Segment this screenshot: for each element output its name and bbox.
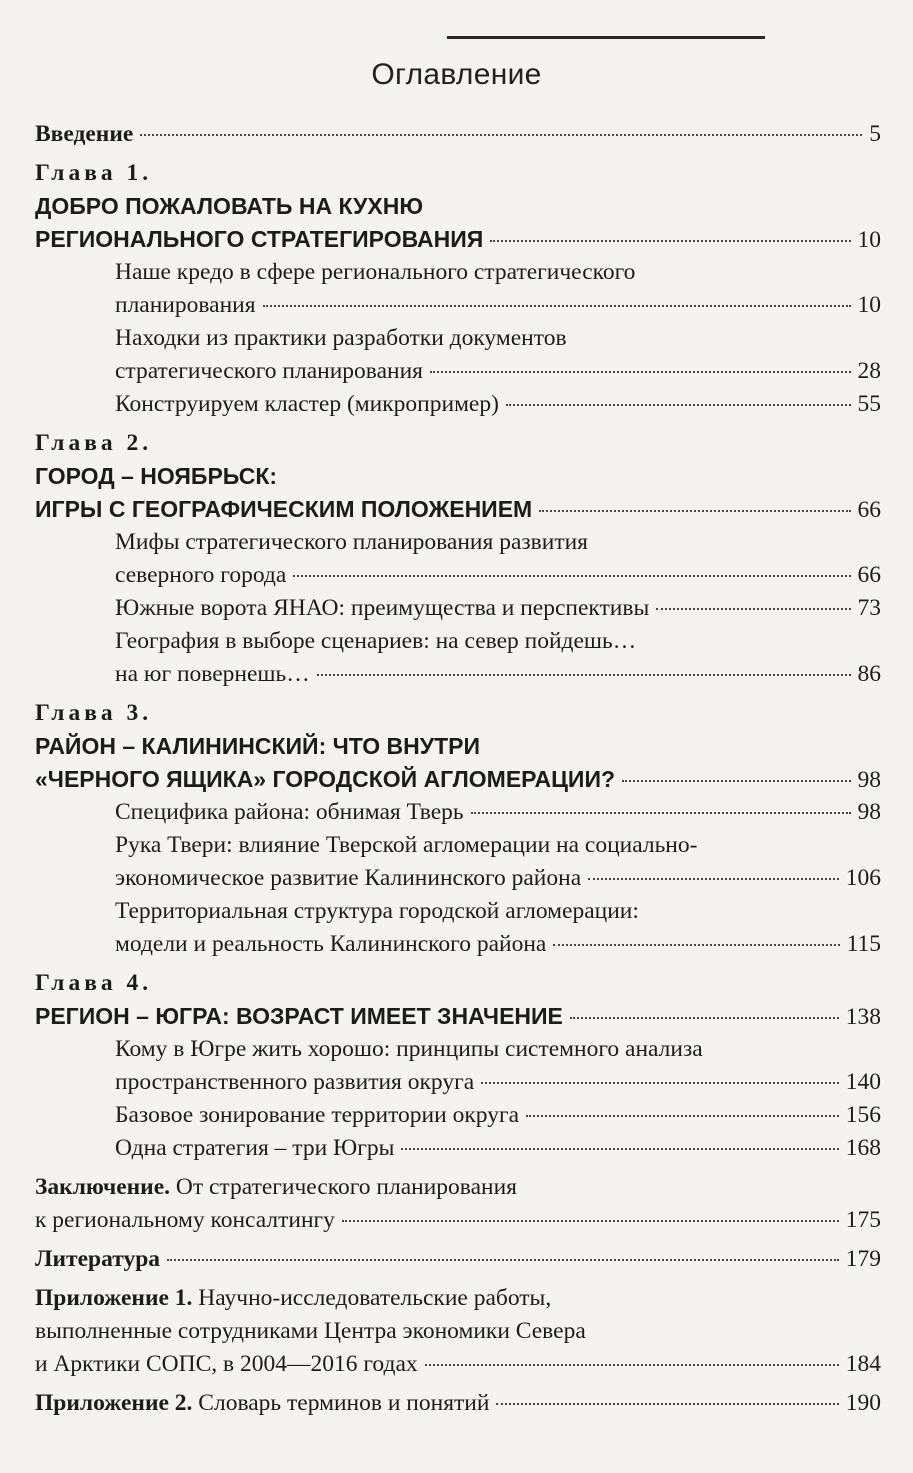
- page-number: 28: [857, 358, 881, 384]
- toc-subentry-text: Рука Твери: влияние Тверской агломерации на социально-: [115, 832, 698, 858]
- toc-entry-appendix-2[interactable]: Приложение 2. Словарь терминов и понятий 190: [35, 1387, 881, 1420]
- dot-leader: [140, 134, 862, 136]
- toc-subentry[interactable]: Одна стратегия – три Югры 168: [35, 1132, 881, 1165]
- toc-subentry-text: Находки из практики разработки документов: [115, 325, 567, 351]
- dot-leader: [342, 1220, 839, 1222]
- toc-subentry-text: Наше кредо в сфере регионального стратегического: [115, 259, 636, 285]
- page-number: 10: [857, 292, 881, 318]
- dot-leader: [588, 878, 839, 880]
- page-number: 73: [857, 595, 881, 621]
- dot-leader: [496, 1403, 838, 1405]
- toc-subentry-text: Мифы стратегического планирования развития: [115, 529, 588, 555]
- toc-subentry[interactable]: Базовое зонирование территории округа 156: [35, 1099, 881, 1132]
- toc-entry-chapter-1[interactable]: РЕГИОНАЛЬНОГО СТРАТЕГИРОВАНИЯ 10: [35, 223, 881, 256]
- chapter-title: РАЙОН – КАЛИНИНСКИЙ: ЧТО ВНУТРИ: [35, 733, 481, 759]
- toc-subentry[interactable]: Конструируем кластер (микропример) 55: [35, 388, 881, 421]
- dot-leader: [425, 1364, 839, 1366]
- dot-leader: [430, 371, 851, 373]
- toc-subentry[interactable]: северного города 66: [35, 559, 881, 592]
- dot-leader: [553, 944, 839, 946]
- toc-entry-appendix-1[interactable]: и Арктики СОПС, в 2004—2016 годах 184: [35, 1348, 881, 1381]
- dot-leader: [293, 575, 850, 577]
- toc-entry-conclusion[interactable]: к региональному консалтингу 175: [35, 1204, 881, 1237]
- toc-subentry[interactable]: Южные ворота ЯНАО: преимущества и перспективы 73: [35, 592, 881, 625]
- page-number: 179: [845, 1246, 881, 1272]
- toc-subentry[interactable]: модели и реальность Калининского района 115: [35, 928, 881, 961]
- header-rule: [447, 36, 765, 39]
- toc-entry-text: Приложение 1. Научно-исследовательские работы,: [35, 1285, 552, 1311]
- dot-leader: [490, 240, 850, 242]
- toc-subentry[interactable]: пространственного развития округа 140: [35, 1066, 881, 1099]
- toc-entry-text: Заключение. От стратегического планирования: [35, 1174, 517, 1200]
- dot-leader: [317, 674, 851, 676]
- toc-entry-text: выполненные сотрудниками Центра экономики Севера: [35, 1318, 586, 1344]
- toc-subentry[interactable]: экономическое развитие Калининского района 106: [35, 862, 881, 895]
- page-number: 86: [857, 661, 881, 687]
- page-number: 66: [857, 562, 881, 588]
- chapter-label: Глава 1.: [35, 160, 153, 186]
- page-number: 10: [857, 227, 881, 253]
- dot-leader: [539, 510, 850, 512]
- dot-leader: [506, 404, 851, 406]
- toc-subentry[interactable]: Специфика района: обнимая Тверь 98: [35, 796, 881, 829]
- chapter-label: Глава 2.: [35, 430, 153, 456]
- toc-label: Введение: [35, 121, 134, 147]
- page-number: 115: [846, 931, 881, 957]
- page-number: 190: [845, 1390, 881, 1416]
- page-number: 168: [845, 1135, 881, 1161]
- page-number: 156: [845, 1102, 881, 1128]
- chapter-title: ГОРОД – НОЯБРЬСК:: [35, 463, 278, 489]
- toc-entry-chapter-3[interactable]: «ЧЕРНОГО ЯЩИКА» ГОРОДСКОЙ АГЛОМЕРАЦИИ? 98: [35, 763, 881, 796]
- page-number: 140: [845, 1069, 881, 1095]
- page-number: 138: [845, 1004, 881, 1030]
- dot-leader: [167, 1259, 839, 1261]
- page-title: Оглавление: [371, 58, 542, 91]
- dot-leader: [401, 1148, 838, 1150]
- dot-leader: [263, 305, 851, 307]
- page-number: 66: [857, 497, 881, 523]
- page-number: 55: [857, 391, 881, 417]
- dot-leader: [471, 812, 851, 814]
- toc-subentry-text: Территориальная структура городской агломерации:: [115, 898, 639, 924]
- toc-entry-intro[interactable]: [35, 118, 881, 151]
- chapter-label: Глава 3.: [35, 700, 153, 726]
- dot-leader: [570, 1017, 839, 1019]
- toc-subentry[interactable]: на юг повернешь… 86: [35, 658, 881, 691]
- chapter-title: ДОБРО ПОЖАЛОВАТЬ НА КУХНЮ: [35, 193, 424, 219]
- table-of-contents: [35, 118, 881, 1420]
- toc-subentry-text: Кому в Югре жить хорошо: принципы системного анализа: [115, 1036, 703, 1062]
- page-number: 106: [845, 865, 881, 891]
- page-number: 98: [857, 767, 881, 793]
- page-number: 98: [857, 799, 881, 825]
- toc-entry-chapter-4[interactable]: РЕГИОН – ЮГРА: ВОЗРАСТ ИМЕЕТ ЗНАЧЕНИЕ 138: [35, 1000, 881, 1033]
- toc-subentry[interactable]: планирования 10: [35, 289, 881, 322]
- toc-entry-literature[interactable]: Литература 179: [35, 1243, 881, 1276]
- page-number: 184: [845, 1351, 881, 1377]
- toc-entry-chapter-2[interactable]: ИГРЫ С ГЕОГРАФИЧЕСКИМ ПОЛОЖЕНИЕМ 66: [35, 493, 881, 526]
- page-number: 5: [869, 121, 881, 147]
- chapter-label: Глава 4.: [35, 970, 153, 996]
- toc-subentry-text: География в выборе сценариев: на север пойдешь…: [115, 628, 637, 654]
- dot-leader: [622, 780, 850, 782]
- page-number: 175: [845, 1207, 881, 1233]
- toc-subentry[interactable]: стратегического планирования 28: [35, 355, 881, 388]
- dot-leader: [656, 608, 850, 610]
- dot-leader: [481, 1082, 839, 1084]
- dot-leader: [526, 1115, 839, 1117]
